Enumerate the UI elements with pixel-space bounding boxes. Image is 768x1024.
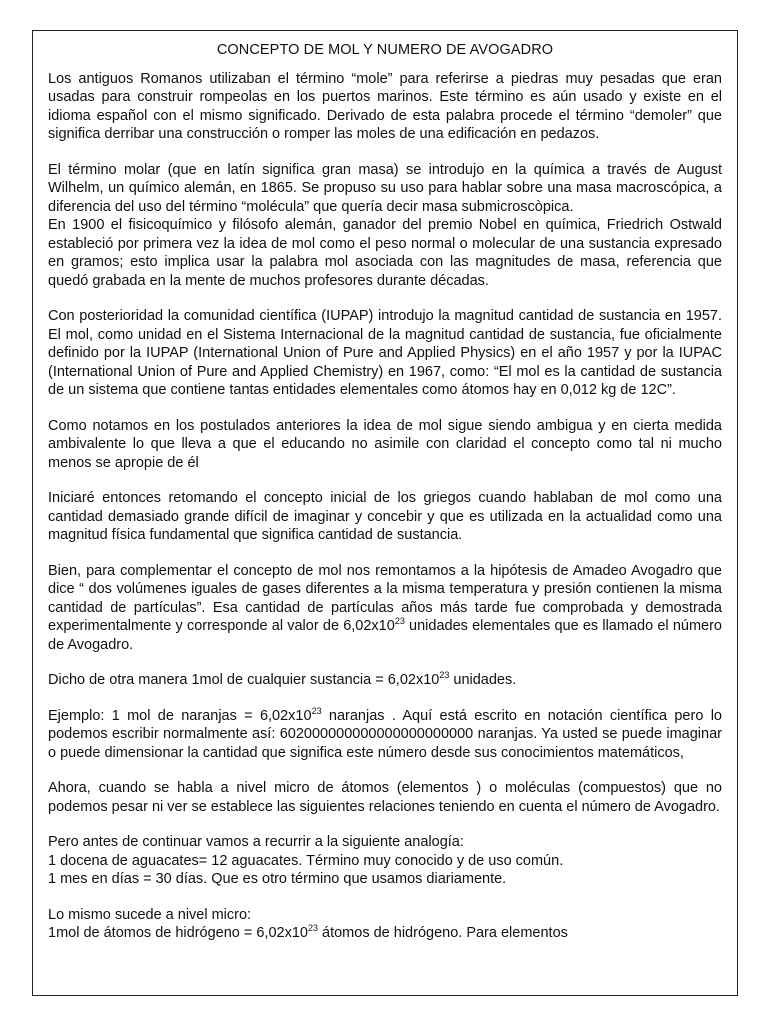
paragraph-tail: naranjas . Aquí está escrito en notación científica pero lo podemos escribir normalmente así: 602000000000000000000000 naranjas. Ya usted se puede imaginar o puede dimensionar la cantidad que significa este número desde sus conocimientos matemáticos, [48, 707, 722, 761]
paragraph-termino-molar: El término molar (que en latín significa gran masa) se introdujo en la química a través de August Wilhelm, un químico alemán, en 1865. Se propuso su uso para hablar sobre una masa macroscópica, a diferencia del uso del término “molécula” que quería decir masa submicroscòpica. [48, 161, 722, 215]
paragraph-nivel-micro: Ahora, cuando se habla a nivel micro de átomos (elementos ) o moléculas (compuestos) que no podemos pesar ni ver se establece las siguientes relaciones teniendo en cuenta el número de Avogadro. [48, 780, 722, 815]
paragraph-otra-manera [48, 671, 722, 690]
paragraph-ostwald: En 1900 el fisicoquímico y filósofo alemán, ganador del premio Nobel en química, Friedrich Ostwald estableció por primera vez la idea de mol como el peso normal o molecular de una sustancia expresado en gramos; esto implica usar la palabra mol asociada con las magnitudes de masa, referencia que quedó grabada en la mente de muchos profesores durante décadas. [48, 217, 722, 289]
micro-hidrogeno [48, 924, 722, 943]
paragraph-iupap: Con posterioridad la comunidad científica (IUPAP) introdujo la magnitud cantidad de sustancia en 1957. El mol, como unidad en el Sistema Internacional de la magnitud cantidad de sustancia, fue oficialmente definido por la IUPAP (International Union of Pure and Applied Physics) en el año 1957 y por la IUPAC (International Union of Pure and Applied Chemistry) en 1967, como: “El mol es la cantidad de sustancia de un sistema que contiene tantas entidades elementales como átomos hay en 0,012 kg de 12C”. [48, 308, 722, 398]
paragraph-ambigua: Como notamos en los postulados anteriores la idea de mol sigue siendo ambigua y en cierta medida ambivalente lo que lleva a que el educando no asimile con claridad el concepto como tal ni mucho menos se apropie de él [48, 417, 722, 471]
paragraph-romanos: Los antiguos Romanos utilizaban el término “mole” para referirse a piedras muy pesadas que eran usadas para construir rompeolas en los puertos marinos. Este término es aún usado y existe en el idioma español con el mismo significado. Derivado de esta palabra procede el término “demoler” que significa derribar una construcción o romper las moles de una edificación en pedazos. [48, 70, 722, 142]
exponent: 23 [311, 705, 322, 716]
paragraph-text: Bien, para complementar el concepto de mol nos remontamos a la hipótesis de Amadeo Avogadro que dice “ dos volúmenes iguales de gases diferentes a la misma temperatura y presión contienen la misma cantidad de partículas”. Esa cantidad de partículas años más tarde fue comprobada y demostrada experimentalmente y corresponde al valor de 6,02x10 [48, 562, 722, 634]
exponent: 23 [439, 670, 450, 680]
micro-intro: Lo mismo sucede a nivel micro: [48, 906, 252, 923]
analogia-mes: 1 mes en días = 30 días. Que es otro término que usamos diariamente. [48, 871, 507, 887]
document-page [32, 30, 738, 996]
paragraph-tail: unidades elementales que es llamado el número de Avogadro. [48, 618, 722, 653]
analogia-docena: 1 docena de aguacates= 12 aguacates. Término muy conocido y de uso común. [48, 852, 564, 869]
paragraph-griegos: Iniciaré entonces retomando el concepto inicial de los griegos cuando hablaban de mol como una cantidad demasiado grande difícil de imaginar y concebir y que es utilizada en la actualidad como una magnitud física fundamental que significa cantidad de sustancia. [48, 490, 722, 543]
analogia-intro: Pero antes de continuar vamos a recurrir a la siguiente analogía: [48, 834, 464, 850]
exponent: 23 [307, 923, 318, 933]
paragraph-hidrogeno [48, 906, 722, 943]
paragraph-ejemplo-naranjas [48, 707, 722, 763]
paragraph-text: Dicho de otra manera 1mol de cualquier sustancia = 6,02x10 [48, 672, 440, 688]
paragraph-text: Ejemplo: 1 mol de naranjas = 6,02x10 [48, 707, 312, 724]
paragraph-tail: unidades. [449, 672, 517, 688]
paragraph-analogia [48, 833, 722, 889]
paragraph-text: 1mol de átomos de hidrógeno = 6,02x10 [48, 925, 308, 941]
exponent: 23 [394, 616, 405, 626]
document-title: CONCEPTO DE MOL Y NUMERO DE AVOGADRO [216, 42, 554, 58]
paragraph-tail: átomos de hidrógeno. Para elementos [318, 925, 568, 941]
paragraph-avogadro-hipotesis [48, 562, 722, 655]
